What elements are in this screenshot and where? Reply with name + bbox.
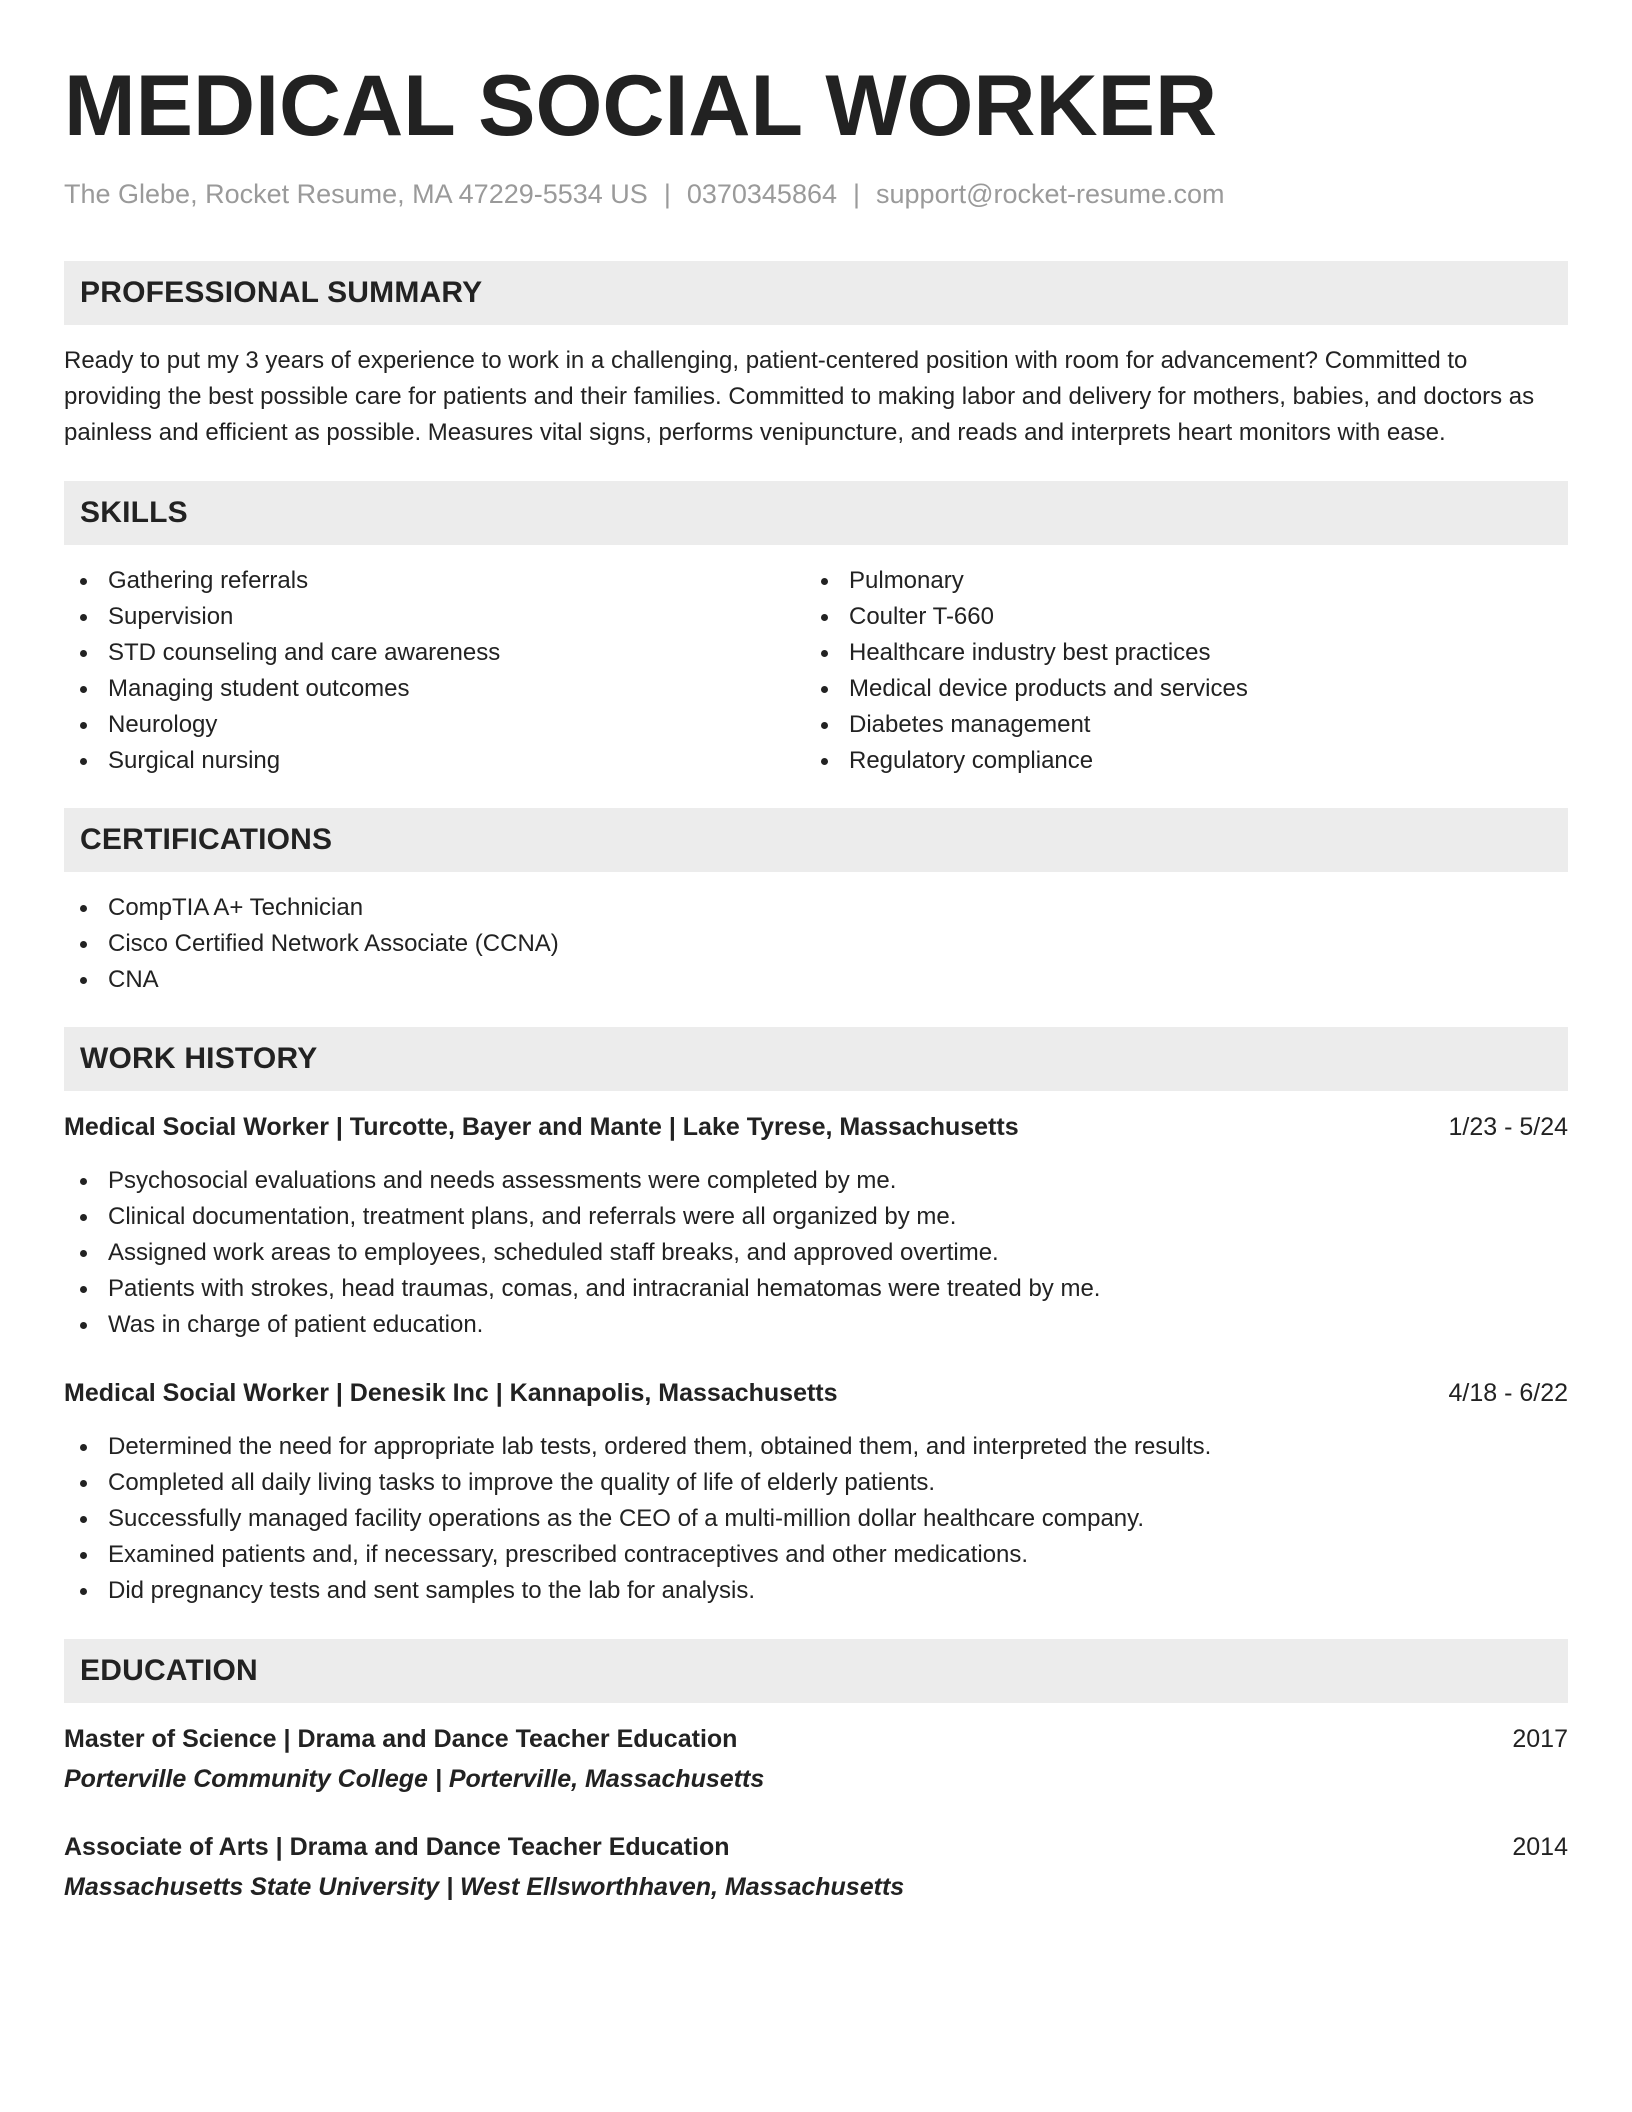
education-entry [64, 1721, 1568, 1797]
contact-separator: | [853, 179, 861, 209]
job-duty: Clinical documentation, treatment plans, and referrals were all organized by me. [64, 1199, 1568, 1235]
job-title: Medical Social Worker | Denesik Inc | Kannapolis, Massachusetts [64, 1379, 838, 1407]
job-duty: Was in charge of patient education. [64, 1307, 1568, 1343]
section-header-education: EDUCATION [64, 1639, 1568, 1703]
skill-item: Medical device products and services [805, 671, 1546, 707]
skills-column-right [805, 563, 1546, 779]
skill-item: Neurology [64, 707, 805, 743]
summary-text: Ready to put my 3 years of experience to work in a challenging, patient-centered position with room for advancement? Committed to providing the best possible care for patients and their families. Committed to making labor and delivery for mothers, babies, and doctors as painless and efficient as possible. Measures vital signs, performs venipuncture, and reads and interprets heart monitors with ease. [64, 347, 1535, 446]
job-duties-list [64, 1429, 1568, 1609]
job-duty: Completed all daily living tasks to improve the quality of life of elderly patients. [64, 1465, 1568, 1501]
education-entry [64, 1829, 1568, 1905]
skill-item: Coulter T-660 [805, 599, 1546, 635]
education-school: Massachusetts State University | West Ellsworthhaven, Massachusetts [64, 1873, 905, 1901]
certification-item: CompTIA A+ Technician [64, 890, 1568, 926]
job-dates: 1/23 - 5/24 [1448, 1113, 1568, 1141]
job-duties-list [64, 1163, 1568, 1343]
section-header-skills: SKILLS [64, 481, 1568, 545]
contact-address: The Glebe, Rocket Resume, MA 47229-5534 US [64, 179, 648, 209]
certifications-list [64, 890, 1568, 998]
job-dates: 4/18 - 6/22 [1448, 1379, 1568, 1407]
skill-item: Pulmonary [805, 563, 1546, 599]
job-header [64, 1109, 1568, 1145]
education-degree: Master of Science | Drama and Dance Teacher Education [64, 1725, 738, 1753]
education-year: 2014 [1512, 1833, 1568, 1861]
job-duty: Successfully managed facility operations as the CEO of a multi-million dollar healthcare company. [64, 1501, 1568, 1537]
contact-phone: 0370345864 [686, 179, 837, 209]
skill-item: Managing student outcomes [64, 671, 805, 707]
education-school: Porterville Community College | Porterville, Massachusetts [64, 1765, 765, 1793]
skill-item: Regulatory compliance [805, 743, 1546, 779]
education-header [64, 1829, 1568, 1865]
contact-email: support@rocket-resume.com [876, 179, 1225, 209]
contact-line [64, 178, 1568, 210]
skill-item: Surgical nursing [64, 743, 805, 779]
job-title: Medical Social Worker | Turcotte, Bayer and Mante | Lake Tyrese, Massachusetts [64, 1113, 1019, 1141]
job-duty: Determined the need for appropriate lab tests, ordered them, obtained them, and interpreted the results. [64, 1429, 1568, 1465]
skill-item: Healthcare industry best practices [805, 635, 1546, 671]
education-year: 2017 [1512, 1725, 1568, 1753]
education-header [64, 1721, 1568, 1757]
job-duty: Psychosocial evaluations and needs assessments were completed by me. [64, 1163, 1568, 1199]
job-header [64, 1375, 1568, 1411]
certification-item: Cisco Certified Network Associate (CCNA) [64, 926, 1568, 962]
job-duty: Examined patients and, if necessary, prescribed contraceptives and other medications. [64, 1537, 1568, 1573]
page-title: MEDICAL SOCIAL WORKER [64, 58, 1218, 154]
section-header-certifications: CERTIFICATIONS [64, 808, 1568, 872]
section-header-summary: PROFESSIONAL SUMMARY [64, 261, 1568, 325]
section-header-work-history: WORK HISTORY [64, 1027, 1568, 1091]
skill-item: STD counseling and care awareness [64, 635, 805, 671]
job-duty: Assigned work areas to employees, scheduled staff breaks, and approved overtime. [64, 1235, 1568, 1271]
job-entry [64, 1109, 1568, 1343]
certification-item: CNA [64, 962, 1568, 998]
contact-separator: | [663, 179, 671, 209]
skills-column-left [64, 563, 805, 779]
job-entry [64, 1375, 1568, 1609]
job-duty: Did pregnancy tests and sent samples to the lab for analysis. [64, 1573, 1568, 1609]
skill-item: Gathering referrals [64, 563, 805, 599]
job-duty: Patients with strokes, head traumas, comas, and intracranial hematomas were treated by me. [64, 1271, 1568, 1307]
skills-list [64, 563, 1568, 779]
education-degree: Associate of Arts | Drama and Dance Teacher Education [64, 1833, 730, 1861]
skill-item: Diabetes management [805, 707, 1546, 743]
skill-item: Supervision [64, 599, 805, 635]
